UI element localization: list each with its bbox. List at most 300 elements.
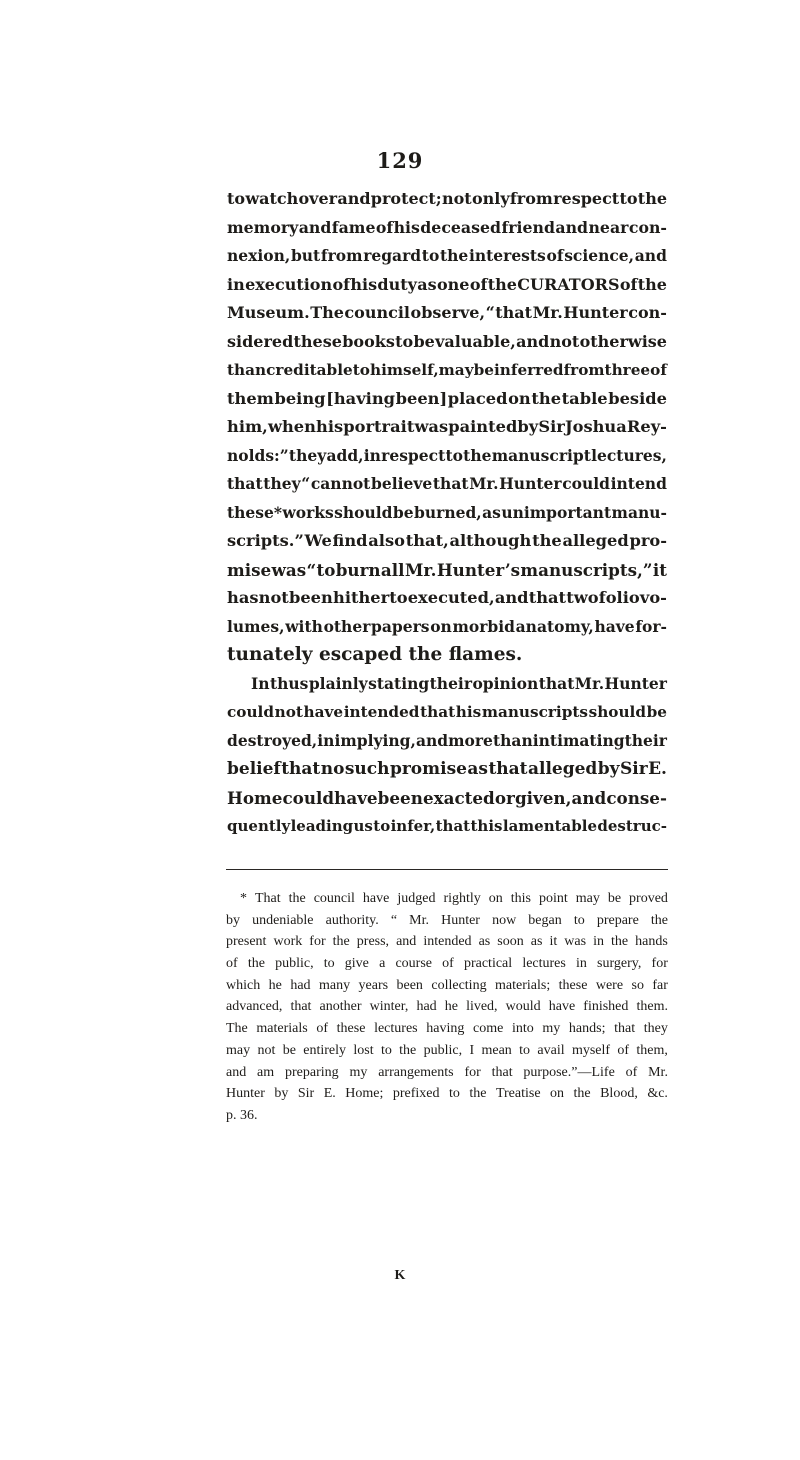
word: the xyxy=(469,1086,487,1102)
word: the xyxy=(531,388,562,408)
word: soon xyxy=(497,934,524,950)
word: hands xyxy=(635,934,668,950)
word: arrangements xyxy=(378,1064,454,1080)
word: that xyxy=(290,999,312,1015)
word: advanced, xyxy=(226,999,283,1015)
word: in xyxy=(227,274,245,294)
word: judged xyxy=(397,891,436,906)
word: I xyxy=(469,1042,475,1058)
word: in xyxy=(363,445,381,465)
word: preparing xyxy=(284,1064,339,1080)
word: prepare xyxy=(596,912,639,928)
word: them, xyxy=(636,1042,668,1058)
word: another xyxy=(319,999,362,1015)
word: press, xyxy=(356,934,390,950)
word: and xyxy=(396,934,417,950)
word: materials xyxy=(256,1021,308,1037)
word: Blood, xyxy=(600,1086,638,1102)
word: regard xyxy=(363,246,422,265)
word: believe xyxy=(371,474,433,493)
word: collecting xyxy=(431,977,487,993)
word: Treatise xyxy=(495,1086,541,1102)
word: practical xyxy=(463,956,513,972)
word: the xyxy=(439,246,469,265)
word: Mr. xyxy=(574,673,605,693)
word: from xyxy=(509,189,553,208)
word: deceased xyxy=(420,217,502,237)
word: be xyxy=(282,1042,296,1058)
word: himself, xyxy=(370,361,439,379)
word: more xyxy=(448,730,493,750)
word: for xyxy=(651,956,668,972)
word: alleged xyxy=(527,759,598,779)
word: Hunter xyxy=(441,912,480,928)
word: We xyxy=(304,531,332,550)
word: * xyxy=(240,891,247,906)
word: them. xyxy=(636,999,668,1015)
word: [having xyxy=(326,388,395,408)
word: execution xyxy=(245,274,333,294)
word: opinion xyxy=(472,673,539,693)
word: interests xyxy=(468,246,546,265)
word: should xyxy=(588,703,646,721)
word: the xyxy=(463,445,492,465)
word: the xyxy=(487,274,517,294)
word: given, xyxy=(514,787,572,808)
word: of xyxy=(617,1042,630,1058)
word: intended xyxy=(343,703,420,721)
word: the xyxy=(637,189,667,208)
word: lamentable xyxy=(502,817,597,835)
word: point xyxy=(538,891,568,906)
word: this xyxy=(510,891,531,906)
word: folio xyxy=(598,588,640,607)
word: exacted xyxy=(422,787,495,808)
word: intend xyxy=(610,474,667,493)
word: be xyxy=(392,502,414,522)
word: painted xyxy=(448,417,518,436)
word: nolds:” xyxy=(227,445,289,465)
word: Hunter xyxy=(499,474,562,493)
word: than xyxy=(227,361,267,379)
word: plainly xyxy=(308,673,368,693)
body-line xyxy=(227,470,667,499)
word: sidered xyxy=(227,331,294,351)
word: council xyxy=(344,303,410,322)
word: of xyxy=(332,274,351,294)
word: they xyxy=(263,474,301,493)
word: lived, xyxy=(466,999,498,1015)
word: that xyxy=(488,759,528,779)
word: rightly xyxy=(443,891,481,906)
word: on xyxy=(508,388,531,408)
word: entirely xyxy=(303,1042,347,1058)
word: That xyxy=(254,891,281,906)
word: science, xyxy=(564,246,635,265)
word: not xyxy=(258,588,289,607)
word: to xyxy=(380,1042,392,1058)
word: only xyxy=(471,189,510,208)
word: creditable xyxy=(266,361,353,379)
word: avail xyxy=(537,1042,565,1058)
word: intimating xyxy=(532,730,625,750)
word: and xyxy=(226,1064,247,1080)
word: and xyxy=(516,331,550,351)
word: Hunter xyxy=(563,303,628,322)
word: Mr. xyxy=(648,1064,668,1080)
word: Hunter xyxy=(226,1086,265,1102)
word: give xyxy=(344,956,369,972)
word: two xyxy=(566,588,599,607)
word: to xyxy=(421,246,440,265)
word: his xyxy=(350,274,378,294)
word: in xyxy=(317,730,335,750)
word: inferred xyxy=(494,361,564,379)
word: no xyxy=(320,759,345,779)
word: con- xyxy=(628,217,667,237)
word: of xyxy=(469,274,488,294)
word: with xyxy=(285,616,323,636)
word: the xyxy=(288,891,306,906)
word: for xyxy=(464,1064,481,1080)
body-line xyxy=(227,670,667,699)
body-line xyxy=(227,584,667,613)
word: and xyxy=(415,730,449,750)
word: of xyxy=(375,217,394,237)
word: valuable, xyxy=(435,331,516,351)
word: alleged xyxy=(562,531,629,550)
word: implying, xyxy=(334,730,416,750)
body-line xyxy=(227,385,667,414)
word: “ xyxy=(485,303,495,322)
word: Museum. xyxy=(227,303,310,322)
word: portrait xyxy=(343,417,415,436)
word: were xyxy=(595,977,624,993)
word: by xyxy=(517,417,539,436)
word: was xyxy=(564,934,587,950)
word: that xyxy=(227,474,263,493)
word: of xyxy=(442,956,454,972)
word: be xyxy=(413,331,435,351)
word: of xyxy=(650,361,667,379)
word: memory xyxy=(227,217,299,237)
word: as xyxy=(417,274,437,294)
word: by xyxy=(274,1086,289,1102)
word: destruc- xyxy=(597,817,667,835)
word: many xyxy=(318,977,351,993)
word: lectures, xyxy=(591,445,667,465)
word: finished xyxy=(583,999,629,1015)
word: one xyxy=(437,274,470,294)
word: be xyxy=(473,361,494,379)
signature-mark: K xyxy=(394,1268,406,1283)
word: of xyxy=(625,1064,638,1080)
word: E. xyxy=(323,1086,336,1102)
word: undeniable xyxy=(252,912,314,928)
word: executed, xyxy=(407,588,495,607)
word: prefixed xyxy=(392,1086,440,1102)
word: placed xyxy=(447,388,508,408)
word: they xyxy=(643,1021,668,1037)
word: that xyxy=(420,703,456,721)
word: papers xyxy=(371,616,430,636)
word: works xyxy=(282,502,334,522)
word: Mr. xyxy=(404,559,437,580)
word: and xyxy=(634,246,667,265)
body-line: tunately escaped the flames. xyxy=(227,644,523,665)
word: of xyxy=(619,274,638,294)
word: In xyxy=(251,673,270,693)
body-line xyxy=(227,698,667,727)
word: so xyxy=(631,977,644,993)
word: lumes, xyxy=(227,616,285,636)
word: the xyxy=(332,934,350,950)
word: my xyxy=(349,1064,368,1080)
footnote-line xyxy=(226,1040,668,1062)
word: the xyxy=(650,912,668,928)
body-line xyxy=(227,271,667,300)
word: come xyxy=(473,1021,504,1037)
word: to xyxy=(445,445,463,465)
word: manuscript xyxy=(491,445,591,465)
word: such xyxy=(344,759,390,779)
word: as xyxy=(482,502,501,522)
word: has xyxy=(227,588,259,607)
word: public, xyxy=(275,956,314,972)
word: table xyxy=(561,388,608,408)
footnote-line: p. 36. xyxy=(226,1107,258,1123)
word: and xyxy=(571,787,607,808)
word: that xyxy=(491,1064,513,1080)
word: the xyxy=(637,274,667,294)
word: Joshua xyxy=(564,417,627,436)
word: his xyxy=(316,417,344,436)
body-line xyxy=(227,356,667,385)
word: leading xyxy=(290,817,354,835)
word: quently xyxy=(227,817,291,835)
word: to xyxy=(573,912,585,928)
word: been xyxy=(396,977,423,993)
word: &c. xyxy=(647,1086,668,1102)
word: and xyxy=(494,588,529,607)
footnote-line xyxy=(226,910,668,932)
word: protect; xyxy=(370,189,442,208)
word: manu- xyxy=(611,502,667,522)
word: conse- xyxy=(606,787,667,808)
word: for- xyxy=(635,616,667,636)
word: Mr. xyxy=(469,474,499,493)
footnote-line xyxy=(226,953,668,975)
word: been xyxy=(377,787,423,808)
word: that xyxy=(528,588,567,607)
word: the xyxy=(247,956,265,972)
word: being xyxy=(274,388,326,408)
word: that xyxy=(614,1021,636,1037)
word: not xyxy=(441,189,472,208)
word: as xyxy=(530,934,543,950)
body-line xyxy=(227,442,667,471)
word: was xyxy=(414,417,449,436)
word: over xyxy=(298,189,338,208)
word: public, xyxy=(423,1042,463,1058)
word: Mr. xyxy=(409,912,429,928)
body-line xyxy=(227,556,667,585)
word: it xyxy=(549,934,558,950)
word: not xyxy=(257,1042,276,1058)
word: that xyxy=(495,303,533,322)
word: morbid xyxy=(452,616,515,636)
word: been] xyxy=(395,388,448,408)
word: to xyxy=(352,361,370,379)
word: authority. xyxy=(325,912,379,928)
footnote-line xyxy=(226,1062,668,1084)
word: find xyxy=(332,531,368,550)
word: have xyxy=(303,703,344,721)
word: he xyxy=(444,999,458,1015)
footnote-line xyxy=(226,1083,668,1105)
word: to xyxy=(448,1086,460,1102)
word: fame xyxy=(331,217,376,237)
body-line xyxy=(227,185,667,214)
word: that xyxy=(538,673,575,693)
word: that, xyxy=(405,531,449,550)
word: his xyxy=(393,217,420,237)
word: “ xyxy=(306,559,317,580)
footnote-line xyxy=(226,1018,668,1040)
word: but xyxy=(290,246,321,265)
word: The xyxy=(310,303,344,322)
word: be xyxy=(607,891,622,906)
word: anatomy, xyxy=(515,616,594,636)
word: began xyxy=(528,912,562,928)
word: destroyed, xyxy=(227,730,318,750)
word: us xyxy=(353,817,373,835)
word: their xyxy=(624,730,667,750)
word: to xyxy=(323,956,335,972)
word: three xyxy=(604,361,651,379)
word: work xyxy=(273,934,303,950)
word: to xyxy=(519,1042,531,1058)
word: and xyxy=(298,217,332,237)
word: Rey- xyxy=(626,417,667,436)
word: council xyxy=(313,891,355,906)
body-text xyxy=(227,185,667,841)
body-line xyxy=(227,299,667,328)
word: than xyxy=(492,730,533,750)
body-line xyxy=(227,527,667,556)
word: course xyxy=(395,956,432,972)
word: which xyxy=(226,977,261,993)
word: that xyxy=(432,474,469,493)
word: the xyxy=(611,934,629,950)
word: these xyxy=(558,977,588,993)
word: burned, xyxy=(414,502,482,522)
word: Mr. xyxy=(532,303,563,322)
word: Sir xyxy=(297,1086,315,1102)
word: “ xyxy=(301,474,311,493)
word: that xyxy=(435,817,471,835)
word: winter, xyxy=(369,999,409,1015)
word: infer, xyxy=(390,817,436,835)
word: Sir xyxy=(538,417,565,436)
word: although xyxy=(449,531,532,550)
word: Sir xyxy=(619,759,648,779)
word: CURATORS xyxy=(517,274,620,294)
word: been xyxy=(288,588,333,607)
word: was xyxy=(271,559,307,580)
word: from xyxy=(320,246,363,265)
word: should xyxy=(334,502,393,522)
word: when xyxy=(267,417,316,436)
word: observe, xyxy=(410,303,486,322)
word: could xyxy=(562,474,610,493)
word: “ xyxy=(390,912,398,928)
body-line xyxy=(227,613,667,642)
word: by xyxy=(597,759,620,779)
word: hitherto xyxy=(333,588,408,607)
word: of xyxy=(226,956,238,972)
word: myself xyxy=(571,1042,611,1058)
word: he xyxy=(268,977,282,993)
word: present xyxy=(226,934,267,950)
word: had xyxy=(290,977,311,993)
word: had xyxy=(416,999,437,1015)
word: have xyxy=(548,999,576,1015)
word: to xyxy=(316,559,336,580)
word: years xyxy=(358,977,389,993)
word: The xyxy=(226,1021,248,1037)
word: be xyxy=(646,703,667,721)
word: add, xyxy=(326,445,364,465)
word: they xyxy=(288,445,327,465)
word: having xyxy=(426,1021,465,1037)
body-line xyxy=(227,784,667,813)
word: far xyxy=(652,977,668,993)
word: lectures xyxy=(374,1021,418,1037)
word: lectures xyxy=(522,956,566,972)
body-line xyxy=(227,499,667,528)
word: to xyxy=(227,189,246,208)
word: these* xyxy=(227,502,282,522)
word: scripts.” xyxy=(227,531,304,550)
footnote-line xyxy=(226,888,668,910)
word: Hunter xyxy=(604,673,667,693)
word: Home; xyxy=(345,1086,384,1102)
footnote-line xyxy=(226,996,668,1018)
word: to xyxy=(619,189,638,208)
word: in xyxy=(593,934,604,950)
word: cannot xyxy=(310,474,371,493)
word: of xyxy=(316,1021,329,1037)
word: on xyxy=(430,616,452,636)
word: for xyxy=(309,934,326,950)
word: of xyxy=(546,246,564,265)
word: and xyxy=(555,217,589,237)
footnote-divider xyxy=(226,869,668,870)
word: other xyxy=(323,616,371,636)
word: to xyxy=(373,817,391,835)
body-line xyxy=(227,755,667,784)
word: may xyxy=(438,361,474,379)
word: on xyxy=(488,891,503,906)
word: beside xyxy=(608,388,667,408)
word: burn xyxy=(335,559,381,580)
word: thus xyxy=(269,673,309,693)
word: it xyxy=(652,559,667,580)
word: could xyxy=(227,703,275,721)
word: in xyxy=(576,956,587,972)
word: these xyxy=(336,1021,366,1037)
